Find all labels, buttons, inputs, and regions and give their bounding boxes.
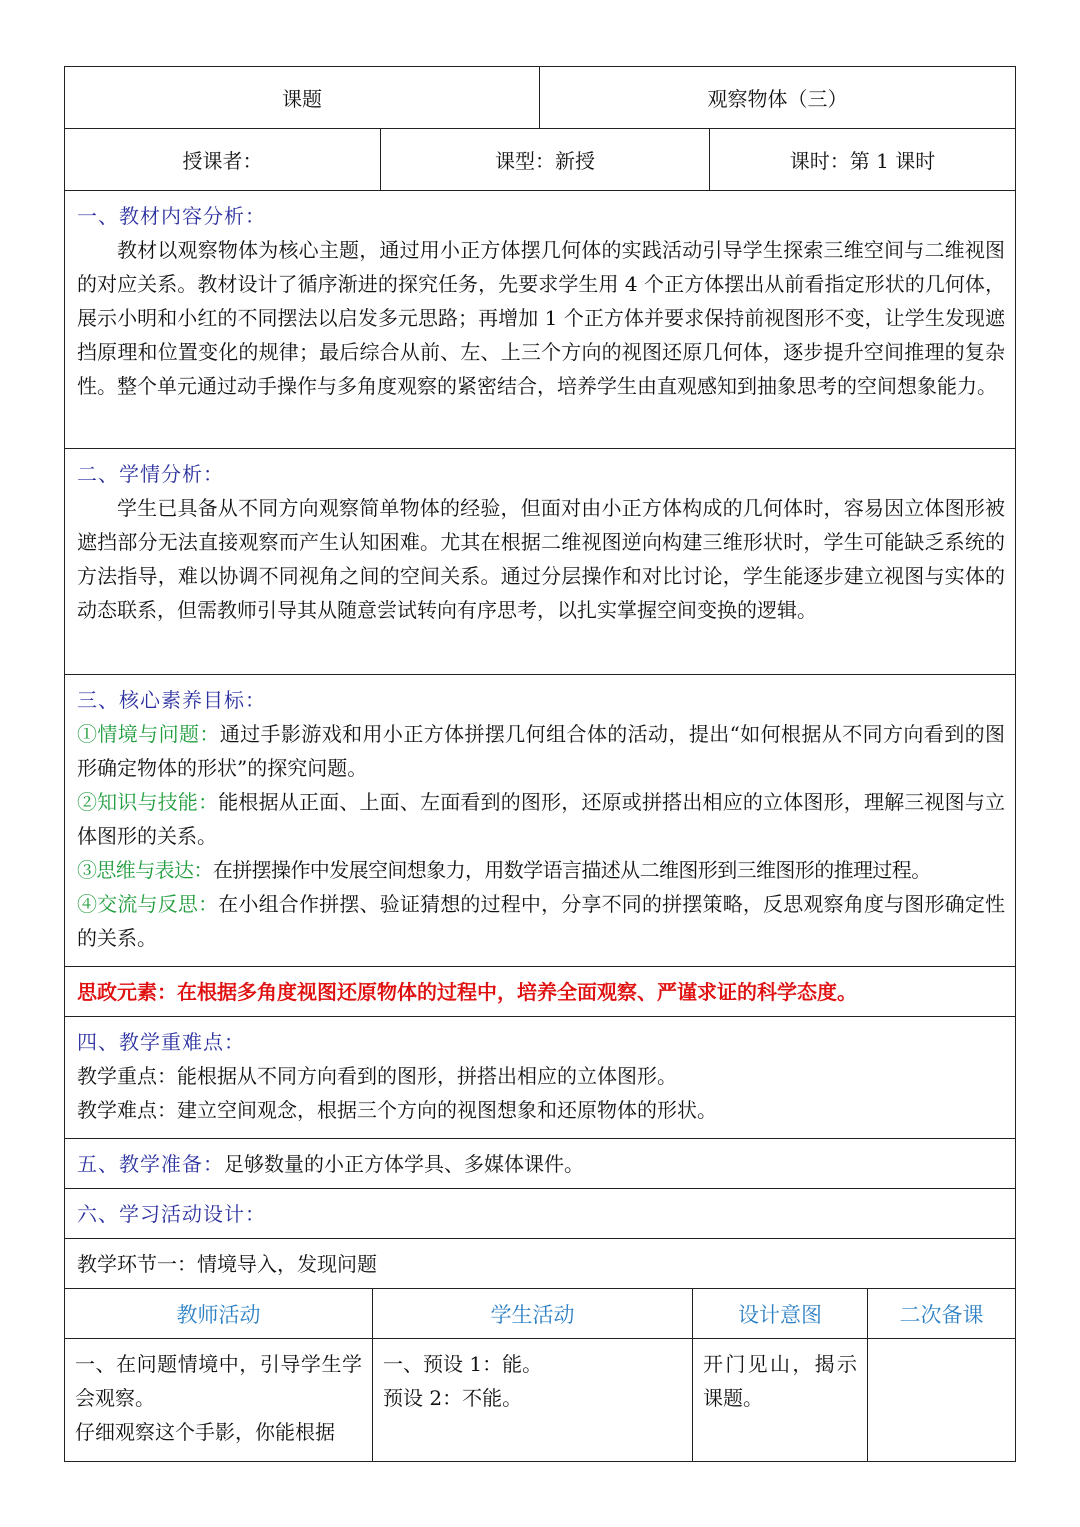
teacher-activity-line: 一、在问题情境中，引导学生学会观察。 [75, 1352, 362, 1410]
stage-row [64, 1239, 1016, 1289]
section-key-points [64, 1017, 1016, 1139]
goal-text: 能根据从正面、上面、左面看到的图形，还原或拼搭出相应的立体图形，理解三视图与立体图形的关系。 [77, 790, 1006, 848]
section-learner-analysis [64, 449, 1016, 675]
goal-item [77, 853, 1005, 887]
section-core-goals [64, 675, 1016, 967]
section-activity-design [64, 1189, 1016, 1239]
goal-item [77, 717, 1005, 785]
teacher-activity-line: 仔细观察这个手影，你能根据 [75, 1420, 335, 1444]
student-activity-cell [372, 1339, 692, 1461]
topic-label: 课题 [282, 87, 322, 111]
teacher-label: 授课者： [182, 149, 263, 173]
section-body: 教材以观察物体为核心主题，通过用小正方体摆几何体的实践活动引导学生探索三维空间与二维视图的对应关系。教材设计了循序渐进的探究任务，先要求学生用 4 个正方体摆出从前看指定形状的几何体，展示小明和小红的不同摆法以启发多元思路；再增加 1 个正方体并要求保持前视图形不变，让学生发现遮挡原理和位置变化的规律；最后综合从前、左、上三个方向的视图还原几何体，逐步提升空间推理的复杂性。整个单元通过动手操作与多角度观察的紧密结合，培养学生由直观感知到抽象思考的空间想象能力。 [77, 238, 1005, 398]
section-preparation [64, 1139, 1016, 1189]
goal-text: 在小组合作拼摆、验证猜想的过程中，分享不同的拼摆策略，反思观察角度与图形确定性的关系。 [77, 892, 1006, 950]
section-title: 三、核心素养目标： [77, 688, 266, 712]
section-ideology [64, 967, 1016, 1017]
section-title: 六、学习活动设计： [77, 1202, 266, 1226]
goal-label: ①情境与问题： [77, 722, 220, 746]
revision-cell [867, 1339, 1015, 1461]
col-head-intent: 设计意图 [692, 1289, 867, 1338]
section-title: 五、教学准备： [77, 1152, 224, 1176]
lesson-plan-table [64, 66, 1016, 1462]
ideology-label: 思政元素： [77, 980, 177, 1004]
goal-label: ③思维与表达： [77, 858, 213, 882]
lesson-period: 课时：第 1 课时 [709, 129, 1015, 190]
section-title: 一、教材内容分析： [77, 204, 266, 228]
col-head-student: 学生活动 [372, 1289, 692, 1338]
goal-label: ②知识与技能： [77, 790, 219, 814]
topic-value: 观察物体（三） [539, 67, 1015, 128]
col-head-teacher: 教师活动 [176, 1302, 261, 1327]
section-title: 四、教学重难点： [77, 1030, 245, 1054]
goal-item [77, 887, 1005, 955]
teacher-activity-cell [65, 1339, 372, 1461]
lesson-type: 课型：新授 [380, 129, 709, 190]
goal-text: 在拼摆操作中发展空间想象力，用数学语言描述从二维图形到三维图形的推理过程。 [212, 858, 931, 882]
student-activity-line: 一、预设 1：能。 [383, 1352, 543, 1376]
key-point: 教学重点：能根据从不同方向看到的图形，拼搭出相应的立体图形。 [77, 1064, 677, 1088]
goal-label: ④交流与反思： [77, 892, 219, 916]
meta-row [64, 129, 1016, 191]
stage-title: 教学环节一：情境导入，发现问题 [77, 1252, 377, 1276]
section-textbook-analysis [64, 191, 1016, 449]
goal-text: 通过手影游戏和用小正方体拼摆几何组合体的活动，提出“如何根据从不同方向看到的图形确定物体的形状”的探究问题。 [77, 722, 1005, 780]
col-head-revision: 二次备课 [867, 1289, 1015, 1338]
goal-item [77, 785, 1005, 853]
ideology-text: 在根据多角度视图还原物体的过程中，培养全面观察、严谨求证的科学态度。 [177, 980, 857, 1004]
section-title: 二、学情分析： [77, 462, 224, 486]
student-activity-line: 预设 2：不能。 [383, 1386, 523, 1410]
activity-header-row [64, 1289, 1016, 1339]
topic-row [64, 66, 1016, 129]
preparation-text: 足够数量的小正方体学具、多媒体课件。 [224, 1152, 584, 1176]
difficulty-point: 教学难点：建立空间观念，根据三个方向的视图想象和还原物体的形状。 [77, 1098, 717, 1122]
section-body: 学生已具备从不同方向观察简单物体的经验，但面对由小正方体构成的几何体时，容易因立体图形被遮挡部分无法直接观察而产生认知困难。尤其在根据二维视图逆向构建三维形状时，学生可能缺乏系统的方法指导，难以协调不同视角之间的空间关系。通过分层操作和对比讨论，学生能逐步建立视图与实体的动态联系，但需教师引导其从随意尝试转向有序思考，以扎实掌握空间变换的逻辑。 [77, 496, 1005, 622]
design-intent-cell [692, 1339, 867, 1461]
design-intent-text: 开门见山，揭示课题。 [703, 1352, 857, 1410]
activity-body-row [64, 1339, 1016, 1462]
